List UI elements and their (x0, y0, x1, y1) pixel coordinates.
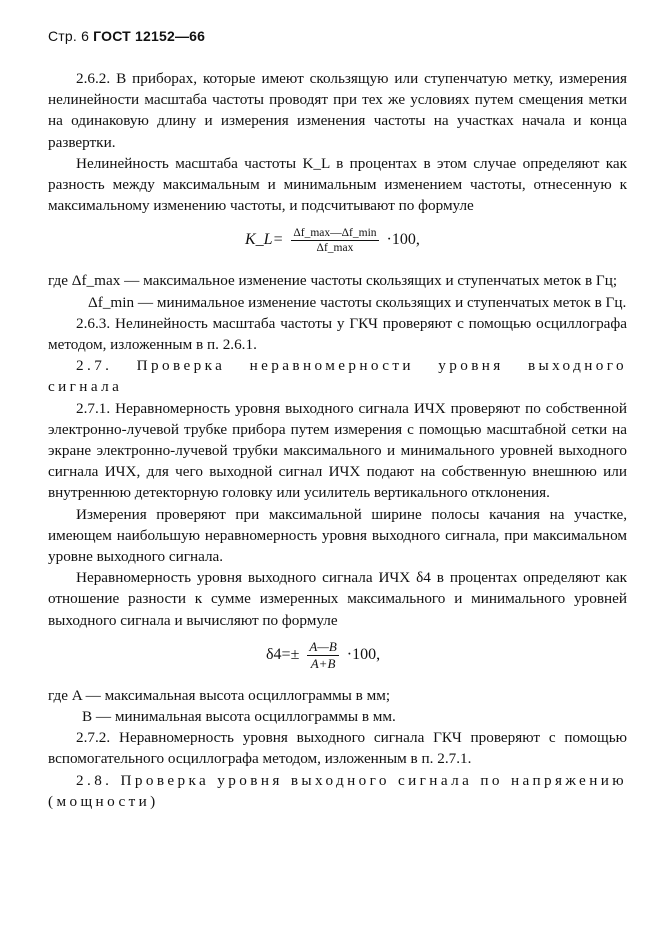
formula-delta4-fraction (307, 639, 338, 672)
section-2-7-title: 2.7. Проверка неравномерности уровня выходного сигнала (48, 357, 627, 396)
paragraph-2-6-2: 2.6.2. В приборах, которые имеют скользящую или ступенчатую метку, измерения нелинейности масштаба частоты проводят при тех же условиях путем смещения метки на одинаковую длину и измерения изменения частоты на участках начала и конца развертки. (48, 70, 627, 151)
formula-delta4-lhs: δ4=± (266, 646, 300, 664)
definition-df-min-text: минимальное изменение частоты скользящих и ступенчатых меток в Гц. (156, 293, 627, 311)
formula-kl-lhs: K_L= (245, 231, 284, 249)
definition-a (48, 685, 627, 706)
formula-kl-tail: ·100, (386, 231, 420, 249)
page-header (48, 28, 205, 44)
paragraph-2-6-3: 2.6.3. Нелинейность масштаба частоты у ГКЧ проверяют с помощью осциллографа методом, изложенным в п. 2.6.1. (48, 314, 627, 354)
definition-b-text: минимальная высота осциллограммы в мм. (114, 708, 396, 726)
definition-df-min (48, 292, 627, 313)
formula-kl-numerator: Δf_max—Δf_min (293, 227, 377, 240)
formula-kl-denominator: Δf_max (316, 242, 354, 255)
definition-df-min-label: Δf_min — (88, 293, 154, 311)
paragraph-2-7-2: 2.7.2. Неравномерность уровня выходного сигнала ГКЧ проверяют с помощью вспомогательного осциллографа методом, изложенным в п. 2.7.1. (48, 729, 627, 768)
paragraph-nonuniformity-definition: Неравномерность уровня выходного сигнала ИЧХ δ4 в процентах определяют как отношение разности к сумме измеренных максимального и минимального уровней выходного сигнала и вычисляют по формуле (48, 569, 627, 629)
definition-df-max-label: где Δf_max — (48, 272, 140, 290)
page-label: Стр. 6 (48, 28, 90, 44)
definition-b-label: B — (82, 708, 112, 726)
formula-delta4-numerator: A—B (309, 638, 337, 654)
formula-delta4 (48, 635, 627, 679)
paragraph-measurement-conditions: Измерения проверяют при максимальной ширине полосы качания на участке, имеющем наибольшую неравномерность уровня выходного сигнала, при максимальном уровне выходного сигнала. (48, 505, 627, 566)
definition-a-label: где A — (48, 686, 101, 704)
standard-number: ГОСТ 12152—66 (93, 28, 206, 44)
definition-df-max (48, 270, 627, 291)
definition-b (48, 706, 627, 727)
definition-a-text: максимальная высота осциллограммы в мм; (104, 686, 391, 704)
formula-delta4-denominator: A+B (310, 655, 336, 671)
paragraph-2-7-1: 2.7.1. Неравномерность уровня выходного сигнала ИЧХ проверяют по собственной электронно-лучевой трубке прибора путем измерения с помощью масштабной сетки на экране электронно-лучевой трубки максимального и минимального уровней выходного сигнала ИЧХ, для чего выходной сигнал ИЧХ подают на собственную внешнюю или внутреннюю детекторную головку или усилитель вертикального отклонения. (48, 399, 627, 502)
document-body (48, 68, 627, 812)
section-2-8-title: 2.8. Проверка уровня выходного сигнала по напряжению (мощности) (48, 771, 627, 810)
formula-kl-fraction (291, 226, 378, 255)
formula-delta4-tail: ·100, (346, 646, 381, 664)
paragraph-nonlinearity-definition: Нелинейность масштаба частоты K_L в процентах в этом случае определяют как разность между максимальным и минимальным изменением частоты, отнесенную к максимальному изменению частоты, и подсчитывают по формуле (48, 154, 627, 215)
definition-df-max-text: максимальное изменение частоты скользящих и ступенчатых меток в Гц; (143, 272, 618, 290)
formula-kl (48, 220, 627, 264)
